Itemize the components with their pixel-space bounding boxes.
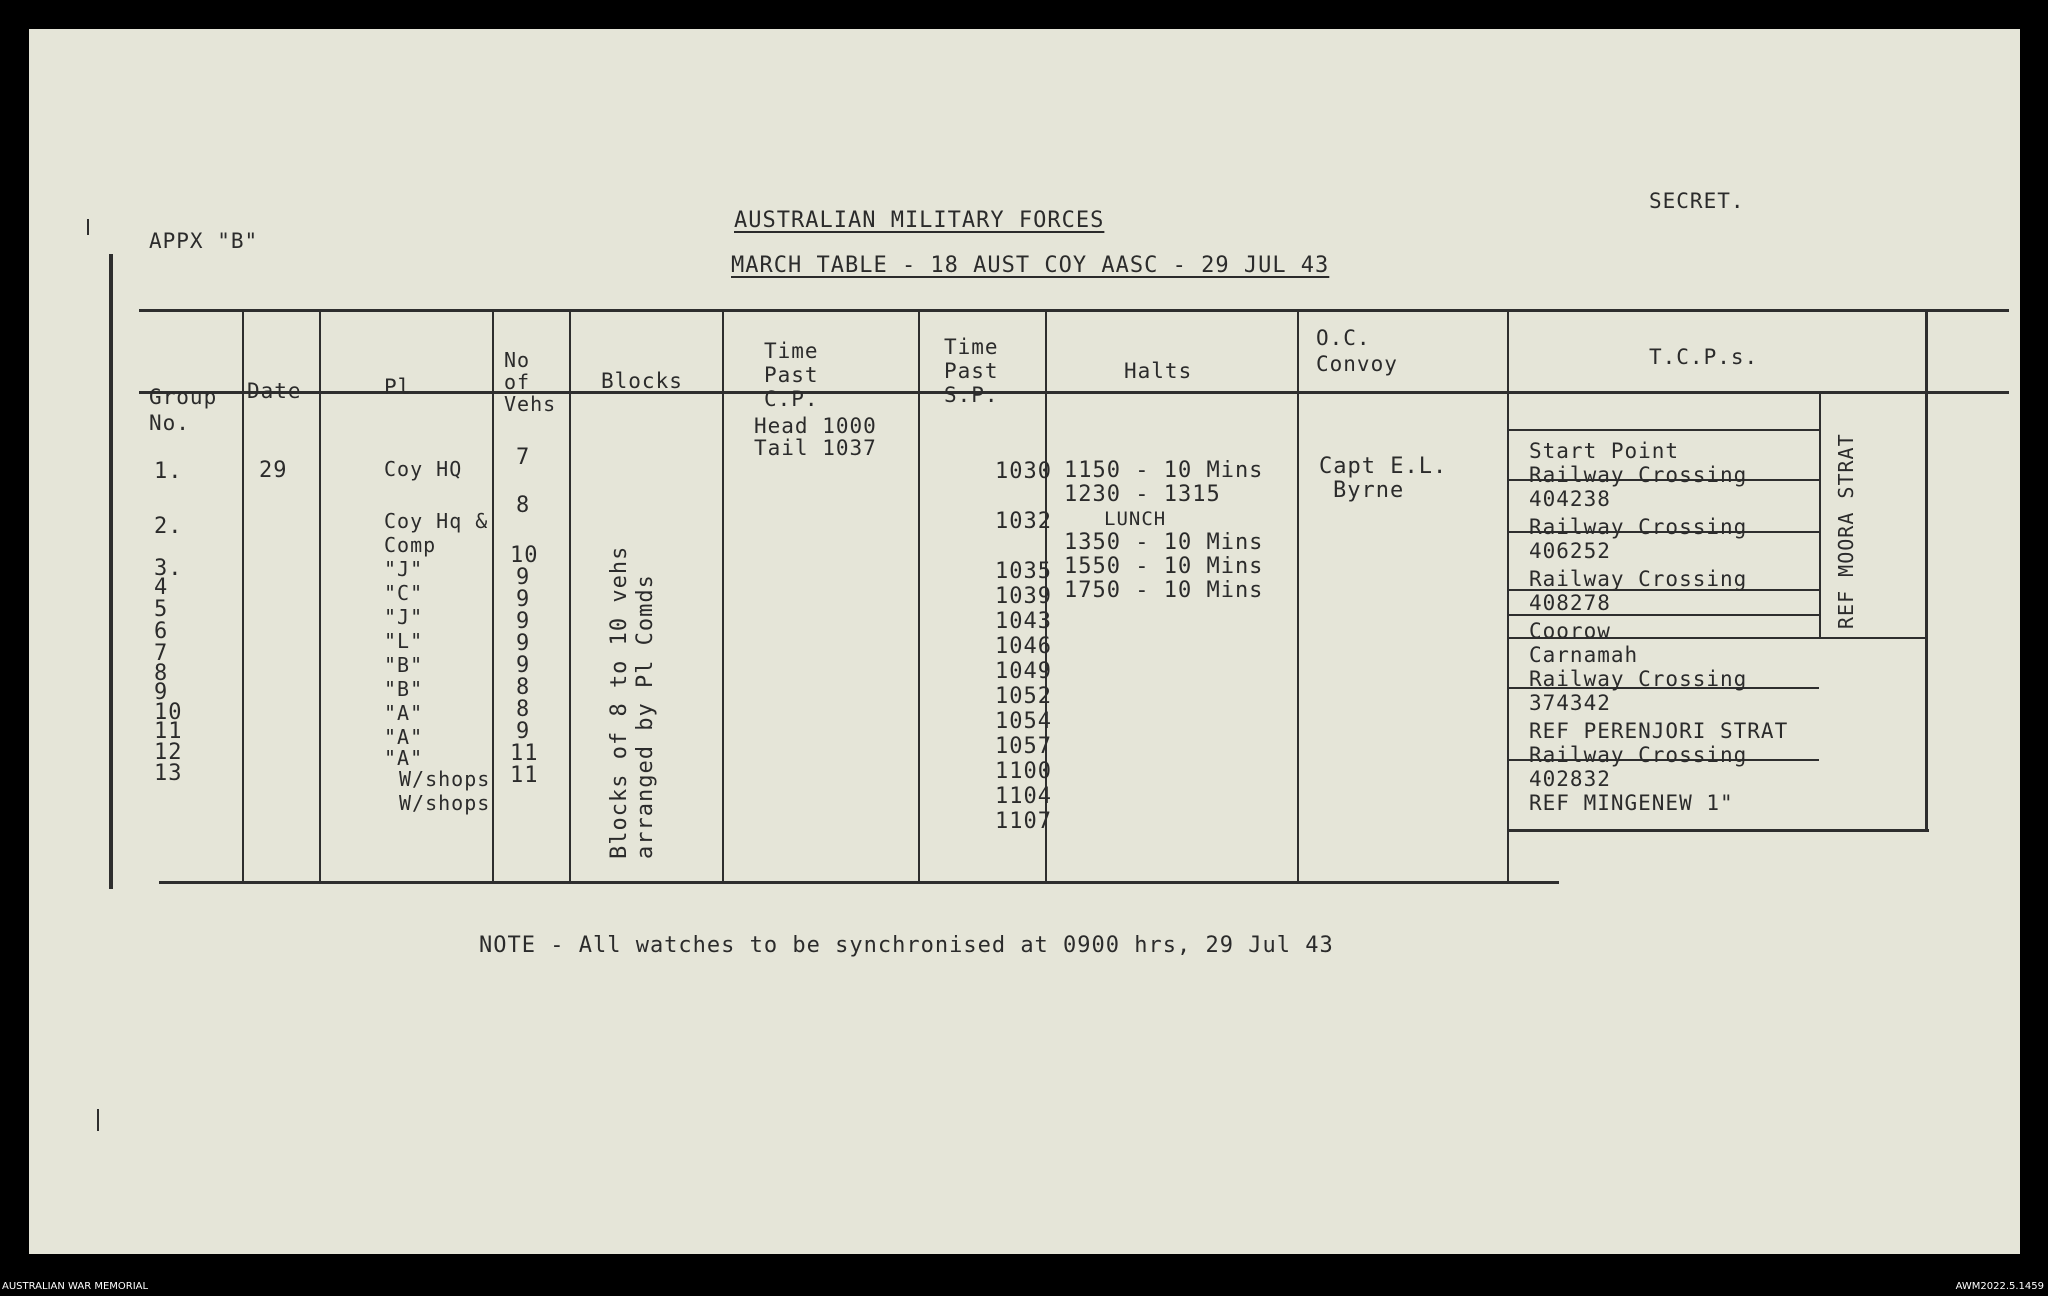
header-halts: Halts bbox=[1124, 359, 1193, 383]
list-item: 6 bbox=[154, 619, 169, 644]
list-item: 9 bbox=[516, 631, 531, 656]
list-item: 402832 bbox=[1529, 767, 1611, 791]
blocks-text: Blocks of 8 to 10 vehs arranged by Pl Comds bbox=[607, 545, 658, 859]
list-item: 1039 bbox=[995, 584, 1052, 609]
col-rule bbox=[1507, 312, 1509, 882]
halts-column bbox=[1064, 459, 1263, 603]
vehs-column bbox=[510, 445, 539, 788]
header-vehs: No of Vehs bbox=[504, 348, 557, 416]
list-item: 10 bbox=[154, 700, 183, 725]
list-item: 5 bbox=[154, 597, 169, 622]
list-item: Coorow bbox=[1529, 619, 1611, 643]
organisation-heading: AUSTRALIAN MILITARY FORCES bbox=[734, 208, 1105, 233]
list-item: Head 1000 bbox=[754, 414, 877, 438]
list-item: Railway Crossing bbox=[1529, 743, 1748, 767]
header-oc-convoy: O.C. Convoy bbox=[1316, 326, 1398, 376]
list-item: 1107 bbox=[995, 809, 1052, 834]
list-item: Railway Crossing bbox=[1529, 667, 1748, 691]
col-rule bbox=[242, 312, 244, 882]
list-item: 1230 - 1315 bbox=[1064, 482, 1221, 507]
list-item: 7 bbox=[516, 445, 531, 470]
col-rule bbox=[918, 312, 920, 882]
table-left-rule bbox=[109, 254, 113, 889]
list-item: 9 bbox=[516, 653, 531, 678]
list-item: REF PERENJORI STRAT bbox=[1529, 719, 1789, 743]
table-bottom-rule bbox=[159, 881, 1559, 884]
col-rule bbox=[569, 312, 571, 882]
list-item: 374342 bbox=[1529, 691, 1611, 715]
list-item: 8 bbox=[516, 493, 531, 518]
list-item: 406252 bbox=[1529, 539, 1611, 563]
list-item: 1030 bbox=[995, 459, 1052, 484]
header-date: Date bbox=[247, 379, 302, 403]
footer-institution: AUSTRALIAN WAR MEMORIAL bbox=[2, 1281, 149, 1292]
col-rule bbox=[492, 312, 494, 882]
list-item: Railway Crossing bbox=[1529, 463, 1748, 487]
list-item: 1150 - 10 Mins bbox=[1064, 458, 1264, 483]
list-item: 1057 bbox=[995, 734, 1052, 759]
header-tcps: T.C.P.s. bbox=[1649, 345, 1759, 369]
list-item: 1104 bbox=[995, 784, 1052, 809]
list-item: 1100 bbox=[995, 759, 1052, 784]
list-item: Railway Crossing bbox=[1529, 567, 1748, 591]
col-rule bbox=[319, 312, 321, 882]
list-item: 9 bbox=[516, 587, 531, 612]
list-item: 1046 bbox=[995, 634, 1052, 659]
table-right-rule bbox=[1925, 309, 1928, 832]
list-item: Coy Hq & bbox=[384, 509, 489, 533]
time-sp-column bbox=[995, 459, 1052, 834]
list-item: 4 bbox=[154, 575, 169, 600]
header-pl: Pl bbox=[384, 375, 412, 399]
list-item: 9 bbox=[516, 719, 531, 744]
list-item: 11 bbox=[154, 719, 183, 744]
list-item: 1052 bbox=[995, 684, 1052, 709]
list-item: "J" bbox=[384, 557, 424, 581]
list-item: Tail 1037 bbox=[754, 436, 877, 460]
list-item: 11 bbox=[510, 741, 539, 766]
list-item: 9 bbox=[516, 565, 531, 590]
margin-mark bbox=[87, 219, 89, 235]
header-group-no: Group No. bbox=[149, 385, 218, 435]
list-item: "A" bbox=[384, 701, 424, 725]
list-item: REF MINGENEW 1" bbox=[1529, 791, 1734, 815]
appendix-label: APPX "B" bbox=[149, 229, 259, 253]
list-item: 9 bbox=[154, 680, 169, 705]
list-item: 1550 - 10 Mins bbox=[1064, 554, 1264, 579]
list-item: 12 bbox=[154, 740, 183, 765]
list-item: "J" bbox=[384, 605, 424, 629]
header-blocks: Blocks bbox=[601, 369, 683, 393]
ref-moora-strat: REF MOORA STRAT bbox=[1834, 433, 1858, 629]
oc-convoy-value: Capt E.L. Byrne bbox=[1319, 454, 1448, 503]
list-item: 408278 bbox=[1529, 591, 1611, 615]
list-item: 13 bbox=[154, 761, 183, 786]
list-item: 1049 bbox=[995, 659, 1052, 684]
header-time-sp: Time Past S.P. bbox=[944, 335, 999, 407]
ref-moora-rule bbox=[1819, 391, 1821, 639]
list-item: 1350 - 10 Mins bbox=[1064, 530, 1264, 555]
list-item: 3. bbox=[154, 556, 183, 581]
pl-column bbox=[384, 457, 490, 815]
list-item: Railway Crossing bbox=[1529, 515, 1748, 539]
list-item: 1. bbox=[154, 459, 183, 484]
list-item: 8 bbox=[154, 661, 169, 686]
list-item: "A" bbox=[384, 746, 424, 770]
list-item: 7 bbox=[154, 641, 169, 666]
header-bottom-rule bbox=[139, 391, 2009, 394]
table-top-rule bbox=[139, 309, 2009, 312]
list-item: 1750 - 10 Mins bbox=[1064, 578, 1264, 603]
list-item: 2. bbox=[154, 514, 183, 539]
document-page bbox=[29, 29, 2020, 1254]
footer-reference: AWM2022.5.1459 bbox=[1955, 1281, 2044, 1292]
list-item: 1054 bbox=[995, 709, 1052, 734]
list-item: Carnamah bbox=[1529, 643, 1639, 667]
header-time-cp: Time Past C.P. bbox=[764, 339, 819, 411]
list-item: 1035 bbox=[995, 559, 1052, 584]
list-item: 404238 bbox=[1529, 487, 1611, 511]
list-item: Start Point bbox=[1529, 439, 1680, 463]
list-item: 1043 bbox=[995, 609, 1052, 634]
tcp-rule bbox=[1509, 429, 1819, 431]
list-item: W/shops bbox=[399, 767, 491, 791]
march-table-title: MARCH TABLE - 18 AUST COY AASC - 29 JUL 43 bbox=[731, 253, 1330, 278]
list-item: "L" bbox=[384, 629, 424, 653]
list-item: "C" bbox=[384, 581, 424, 605]
group-no-column bbox=[154, 459, 183, 786]
secret-marking: SECRET. bbox=[1649, 189, 1745, 213]
list-item: Coy HQ bbox=[384, 457, 463, 481]
col-rule bbox=[722, 312, 724, 882]
list-item: "B" bbox=[384, 653, 424, 677]
list-item: Comp bbox=[384, 533, 437, 557]
time-cp-column bbox=[754, 415, 877, 459]
date-value: 29 bbox=[259, 458, 288, 483]
list-item: W/shops bbox=[399, 791, 491, 815]
list-item: 8 bbox=[516, 697, 531, 722]
list-item: 9 bbox=[516, 609, 531, 634]
col-rule bbox=[1297, 312, 1299, 882]
list-item: "A" bbox=[384, 725, 424, 749]
margin-mark bbox=[97, 1109, 99, 1131]
list-item: 1032 bbox=[995, 509, 1052, 534]
list-item: 11 bbox=[510, 763, 539, 788]
list-item: LUNCH bbox=[1104, 508, 1167, 530]
note-text: NOTE - All watches to be synchronised at 0900 hrs, 29 Jul 43 bbox=[479, 933, 1334, 958]
list-item: 10 bbox=[510, 543, 539, 568]
tcp-bottom-rule bbox=[1509, 829, 1929, 832]
list-item: 8 bbox=[516, 675, 531, 700]
list-item: "B" bbox=[384, 677, 424, 701]
tcps-column bbox=[1529, 439, 1788, 815]
